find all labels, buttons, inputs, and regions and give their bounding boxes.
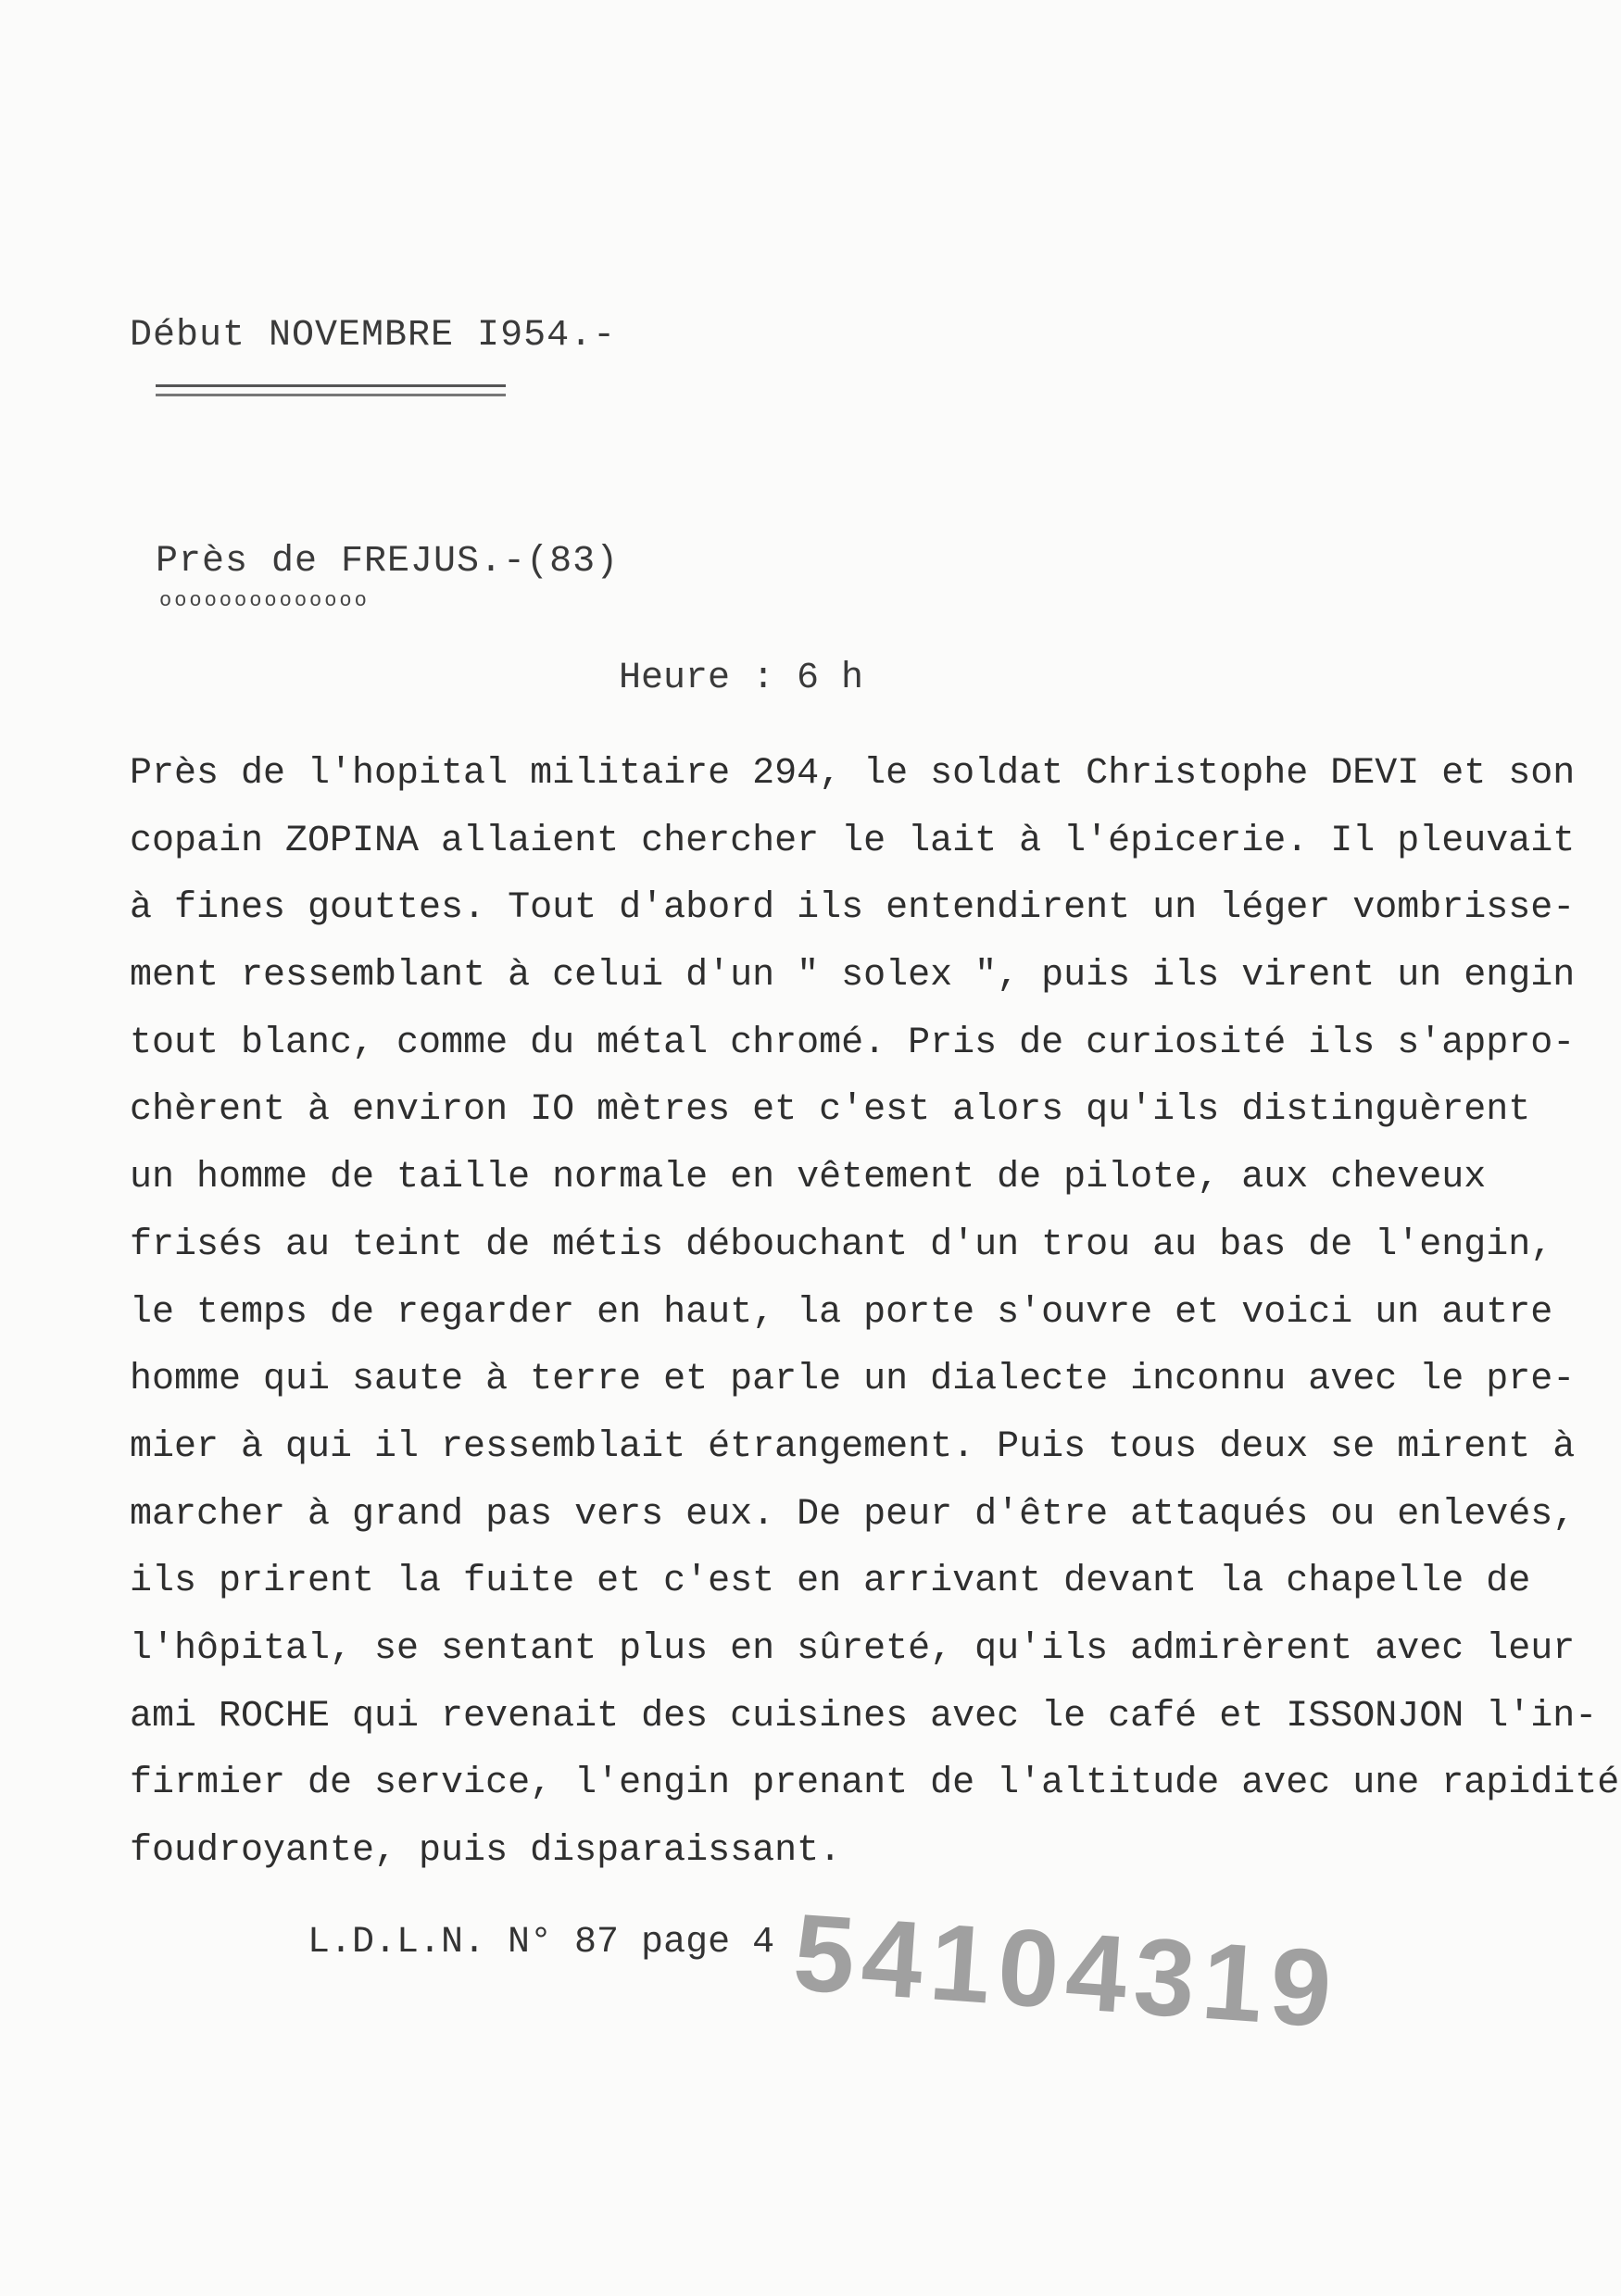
body-line: tout blanc, comme du métal chromé. Pris de curiosité ils s'appro- bbox=[130, 1022, 1576, 1064]
body-line: marcher à grand pas vers eux. De peur d'être attaqués ou enlevés, bbox=[130, 1493, 1576, 1536]
date-underline bbox=[156, 384, 506, 396]
source-reference: L.D.L.N. N° 87 page 4 bbox=[308, 1922, 775, 1964]
body-line: l'hôpital, se sentant plus en sûreté, qu'ils admirèrent avec leur bbox=[130, 1627, 1576, 1670]
body-line: firmier de service, l'engin prenant de l'altitude avec une rapidité bbox=[130, 1763, 1620, 1805]
body-line: ami ROCHE qui revenait des cuisines avec le café et ISSONJON l'in- bbox=[130, 1695, 1598, 1738]
body-line: ils prirent la fuite et c'est en arrivant devant la chapelle de bbox=[130, 1561, 1531, 1603]
body-line: Près de l'hopital militaire 294, le soldat Christophe DEVI et son bbox=[130, 753, 1576, 795]
body-line: chèrent à environ IO mètres et c'est alors qu'ils distinguèrent bbox=[130, 1089, 1531, 1132]
body-line: foudroyante, puis disparaissant. bbox=[130, 1830, 842, 1872]
document-body bbox=[130, 741, 1620, 1886]
document-place: Près de FREJUS.-(83) bbox=[156, 541, 620, 583]
body-line: le temps de regarder en haut, la porte s'ouvre et voici un autre bbox=[130, 1291, 1553, 1334]
body-line: un homme de taille normale en vêtement de pilote, aux cheveux bbox=[130, 1157, 1487, 1199]
document-time: Heure : 6 h bbox=[619, 658, 864, 699]
body-line: frisés au teint de métis débouchant d'un trou au bas de l'engin, bbox=[130, 1223, 1553, 1266]
body-line: à fines gouttes. Tout d'abord ils entendirent un léger vombrisse- bbox=[130, 887, 1576, 930]
body-line: homme qui saute à terre et parle un dialecte inconnu avec le pre- bbox=[130, 1359, 1576, 1401]
body-line: mier à qui il ressemblait étrangement. Puis tous deux se mirent à bbox=[130, 1425, 1576, 1468]
archive-stamp-number: 54104319 bbox=[789, 1890, 1343, 2051]
body-line: copain ZOPINA allaient chercher le lait à l'épicerie. Il pleuvait bbox=[130, 820, 1576, 862]
place-underline: oooooooooooooo bbox=[159, 589, 370, 612]
document-date: Début NOVEMBRE I954.- bbox=[130, 315, 617, 357]
body-line: ment ressemblant à celui d'un " solex ", puis ils virent un engin bbox=[130, 955, 1576, 997]
